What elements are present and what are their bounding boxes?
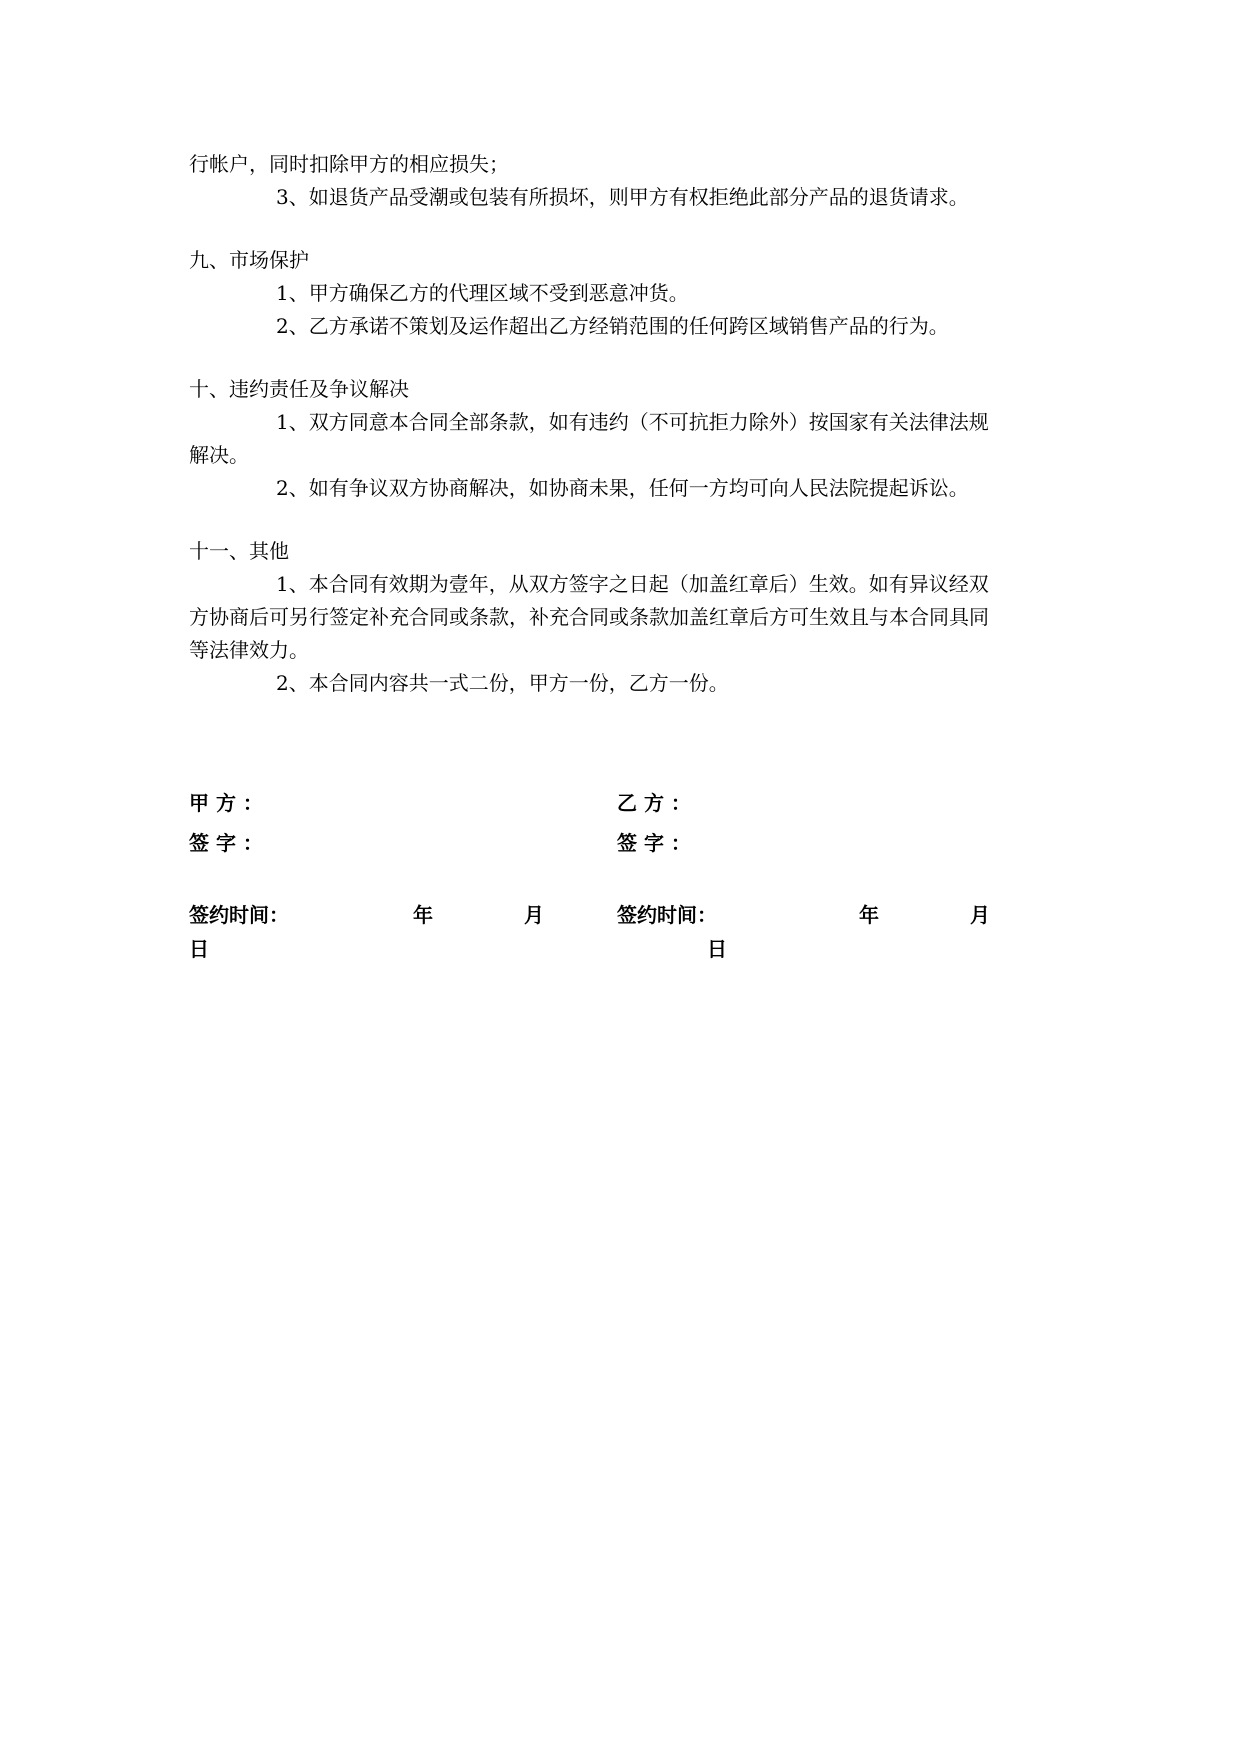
spacer	[189, 505, 1059, 535]
clause-11-1-line-1: 1、本合同有效期为壹年，从双方签字之日起（加盖红章后）生效。如有异议经双	[276, 572, 989, 596]
spacer	[189, 214, 1059, 244]
date-a-month: 月	[524, 903, 544, 927]
sign-a-label: 签 字 ：	[189, 831, 263, 855]
clause-9-1: 1、甲方确保乙方的代理区域不受到恶意冲货。	[276, 281, 689, 305]
section-10-heading: 十、违约责任及争议解决	[189, 377, 409, 401]
date-b-label: 签约时间：	[617, 903, 717, 927]
paragraph-continuation: 行帐户，同时扣除甲方的相应损失；	[189, 152, 509, 176]
date-b-year: 年	[859, 903, 879, 927]
date-b-month: 月	[970, 903, 990, 927]
clause-10-1-line-2: 解决。	[189, 443, 249, 467]
sign-b-label: 签 字 ：	[617, 831, 691, 855]
date-b-day: 日	[707, 937, 727, 961]
clause-11-1-line-2: 方协商后可另行签定补充合同或条款，补充合同或条款加盖红章后方可生效且与本合同具同	[189, 605, 989, 629]
date-a-year: 年	[413, 903, 433, 927]
clause-11-1-line-3: 等法律效力。	[189, 638, 309, 662]
contract-body	[189, 148, 1059, 700]
party-b-label: 乙 方 ：	[617, 791, 691, 815]
clause-return-damage: 3、如退货产品受潮或包装有所损坏，则甲方有权拒绝此部分产品的退货请求。	[276, 185, 969, 209]
spacer	[189, 343, 1059, 373]
clause-9-2: 2、乙方承诺不策划及运作超出乙方经销范围的任何跨区域销售产品的行为。	[276, 314, 949, 338]
date-a-day: 日	[189, 937, 209, 961]
section-9-heading: 九、市场保护	[189, 248, 309, 272]
party-a-label: 甲 方 ：	[189, 791, 263, 815]
clause-10-2: 2、如有争议双方协商解决，如协商未果，任何一方均可向人民法院提起诉讼。	[276, 476, 969, 500]
section-11-heading: 十一、其他	[189, 539, 289, 563]
clause-10-1-line-1: 1、双方同意本合同全部条款，如有违约（不可抗拒力除外）按国家有关法律法规	[276, 410, 989, 434]
clause-11-2: 2、本合同内容共一式二份，甲方一份，乙方一份。	[276, 671, 729, 695]
date-a-label: 签约时间：	[189, 903, 289, 927]
